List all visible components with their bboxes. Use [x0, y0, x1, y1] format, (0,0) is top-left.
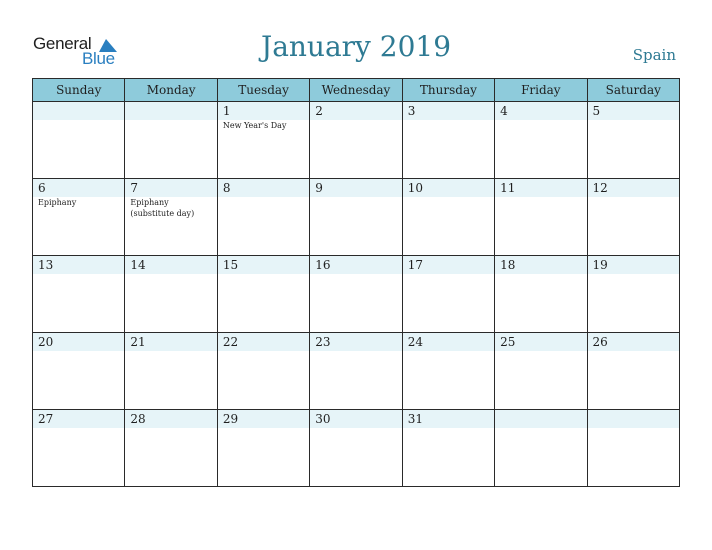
day-number-band	[588, 179, 679, 197]
day-number-band	[495, 102, 586, 120]
weekday-header: Sunday	[33, 79, 125, 102]
day-number: 8	[222, 181, 231, 195]
week-row	[33, 256, 680, 333]
day-number-band	[310, 410, 401, 428]
day-number: 4	[500, 104, 508, 118]
day-cell	[495, 410, 587, 487]
day-cell	[125, 102, 217, 179]
day-number-band	[403, 256, 494, 274]
day-number: 16	[315, 258, 331, 272]
day-number: 21	[130, 335, 146, 349]
day-number-band	[33, 256, 124, 274]
day-number-band	[403, 179, 494, 197]
week-row	[33, 179, 680, 256]
day-cell	[310, 333, 402, 410]
day-cell	[125, 333, 217, 410]
week-row	[33, 333, 680, 410]
day-cell	[402, 333, 494, 410]
day-number: 12	[592, 181, 608, 195]
day-cell	[217, 256, 309, 333]
day-number-band	[495, 256, 586, 274]
day-cell	[495, 179, 587, 256]
day-number: 17	[407, 258, 423, 272]
day-number: 2	[315, 104, 323, 118]
day-cell	[33, 256, 125, 333]
day-number-band	[218, 410, 309, 428]
weekday-header-row	[33, 79, 680, 102]
day-number: 28	[130, 412, 146, 426]
calendar-grid	[32, 78, 680, 487]
day-number-band	[33, 102, 124, 120]
day-cell	[587, 256, 679, 333]
day-cell	[402, 256, 494, 333]
day-number-band	[218, 333, 309, 351]
day-cell	[587, 333, 679, 410]
day-number: 10	[407, 181, 423, 195]
week-row	[33, 410, 680, 487]
day-number-band	[218, 256, 309, 274]
weekday-header: Thursday	[402, 79, 494, 102]
day-number-band	[403, 102, 494, 120]
day-number: 3	[407, 104, 416, 118]
day-number: 19	[592, 258, 608, 272]
day-cell	[495, 333, 587, 410]
day-number-band	[310, 333, 401, 351]
day-cell	[495, 256, 587, 333]
calendar-title: January 2019	[260, 30, 452, 63]
country-label: Spain	[632, 46, 676, 64]
holiday-label: Epiphany (substitute day)	[130, 198, 195, 218]
day-number-band	[218, 179, 309, 197]
day-number: 31	[407, 412, 423, 426]
day-cell	[33, 410, 125, 487]
day-number: 24	[407, 335, 423, 349]
day-number: 15	[222, 258, 239, 272]
day-number-band	[495, 179, 586, 197]
day-number-band	[125, 410, 216, 428]
day-number-band	[125, 333, 216, 351]
day-number: 11	[500, 181, 516, 195]
day-number-band	[588, 256, 679, 274]
weekday-header: Saturday	[587, 79, 679, 102]
day-cell	[587, 179, 679, 256]
day-number: 14	[130, 258, 146, 272]
logo-word-blue: Blue	[82, 49, 115, 68]
day-number-band	[495, 333, 586, 351]
day-cell	[33, 102, 125, 179]
day-number-band	[218, 102, 309, 120]
day-number: 18	[500, 258, 516, 272]
day-number: 26	[592, 335, 608, 349]
day-cell	[310, 102, 402, 179]
day-cell	[33, 333, 125, 410]
day-number: 7	[130, 181, 139, 195]
day-number: 9	[315, 181, 323, 195]
day-cell	[402, 410, 494, 487]
holiday-label: New Year's Day	[222, 121, 287, 130]
day-cell	[217, 333, 309, 410]
day-number: 20	[38, 335, 54, 349]
day-number: 1	[222, 104, 231, 118]
weekday-header: Tuesday	[217, 79, 309, 102]
day-number-band	[588, 410, 679, 428]
day-number: 22	[222, 335, 239, 349]
day-cell	[310, 256, 402, 333]
day-cell	[217, 179, 309, 256]
day-number-band	[33, 179, 124, 197]
day-number: 25	[500, 335, 516, 349]
day-number: 29	[222, 412, 239, 426]
week-row	[33, 102, 680, 179]
day-number-band	[403, 410, 494, 428]
day-number-band	[125, 102, 216, 120]
day-number: 13	[38, 258, 54, 272]
day-number-band	[310, 102, 401, 120]
day-cell	[310, 410, 402, 487]
day-number-band	[588, 333, 679, 351]
day-cell	[587, 410, 679, 487]
day-number-band	[403, 333, 494, 351]
day-number: 6	[38, 181, 46, 195]
day-number-band	[588, 102, 679, 120]
day-cell	[495, 102, 587, 179]
day-number: 27	[38, 412, 54, 426]
day-number-band	[495, 410, 586, 428]
day-number-band	[33, 410, 124, 428]
weekday-header: Monday	[125, 79, 217, 102]
logo-word-general: General	[33, 34, 92, 53]
weekday-header: Wednesday	[310, 79, 402, 102]
day-number-band	[125, 256, 216, 274]
day-number-band	[125, 179, 216, 197]
day-cell	[402, 179, 494, 256]
day-cell	[217, 102, 309, 179]
day-cell	[217, 410, 309, 487]
day-number: 23	[315, 335, 331, 349]
day-number: 5	[592, 104, 601, 118]
day-cell	[310, 179, 402, 256]
day-cell	[402, 102, 494, 179]
day-cell	[587, 102, 679, 179]
day-number-band	[33, 333, 124, 351]
weekday-header: Friday	[495, 79, 587, 102]
day-cell	[33, 179, 125, 256]
day-number-band	[310, 179, 401, 197]
day-cell	[125, 179, 217, 256]
day-cell	[125, 256, 217, 333]
day-number: 30	[315, 412, 331, 426]
day-number-band	[310, 256, 401, 274]
holiday-label: Epiphany	[38, 198, 77, 207]
day-cell	[125, 410, 217, 487]
